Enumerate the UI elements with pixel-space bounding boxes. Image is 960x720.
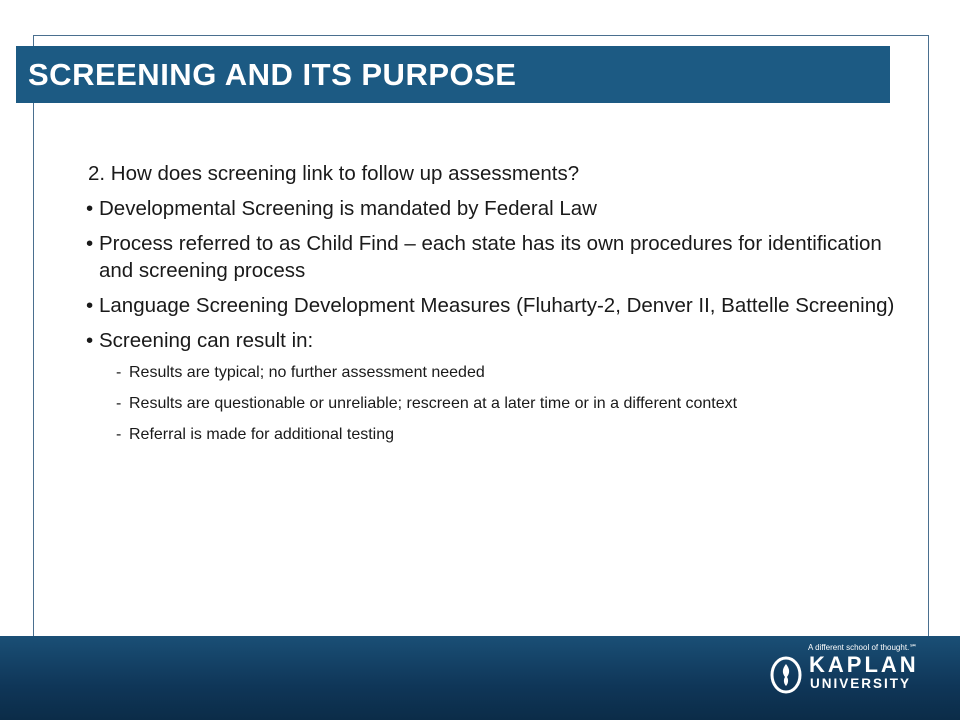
footer-tagline: A different school of thought.℠: [808, 643, 918, 652]
bullet-text: Screening can result in:: [99, 329, 314, 352]
bullet-dot: •: [86, 232, 94, 255]
slide-title: SCREENING AND ITS PURPOSE: [28, 57, 517, 92]
bullet-dot: •: [86, 197, 94, 220]
bullet-text: Developmental Screening is mandated by Federal Law: [99, 197, 597, 220]
sub-bullet-text: Referral is made for additional testing: [129, 426, 395, 443]
brand-university: UNIVERSITY: [810, 676, 912, 691]
question-text: 2. How does screening link to follow up assessments?: [88, 162, 580, 185]
sub-bullet-text: Results are questionable or unreliable; rescreen at a later time or in a different context: [129, 395, 738, 412]
sub-bullet-text: Results are typical; no further assessment needed: [129, 364, 485, 381]
sub-bullet-dash: -: [116, 364, 122, 381]
sub-bullet-item: [86, 393, 889, 415]
sub-bullet-dash: -: [116, 395, 122, 412]
bullet-text: Language Screening Development Measures (Fluharty-2, Denver II, Battelle Screening): [99, 294, 895, 317]
sub-bullet-item: [86, 424, 889, 446]
brand-kaplan: KAPLAN: [809, 652, 919, 677]
footer-band: [0, 636, 960, 720]
kaplan-lamp-icon: [769, 655, 803, 695]
sub-bullet-item: [86, 362, 889, 384]
bullet-item: [86, 195, 916, 222]
bullet-item: [86, 327, 916, 354]
bullet-dot: •: [86, 294, 94, 317]
sub-bullet-dash: -: [116, 426, 122, 443]
bullet-text: Process referred to as Child Find – each state has its own procedures for identification and screening process: [99, 232, 882, 282]
slide-content: [86, 160, 916, 455]
bullet-item: [86, 230, 916, 284]
bullet-dot: •: [86, 329, 94, 352]
bullet-item: [86, 292, 916, 319]
title-bar: [16, 46, 890, 103]
